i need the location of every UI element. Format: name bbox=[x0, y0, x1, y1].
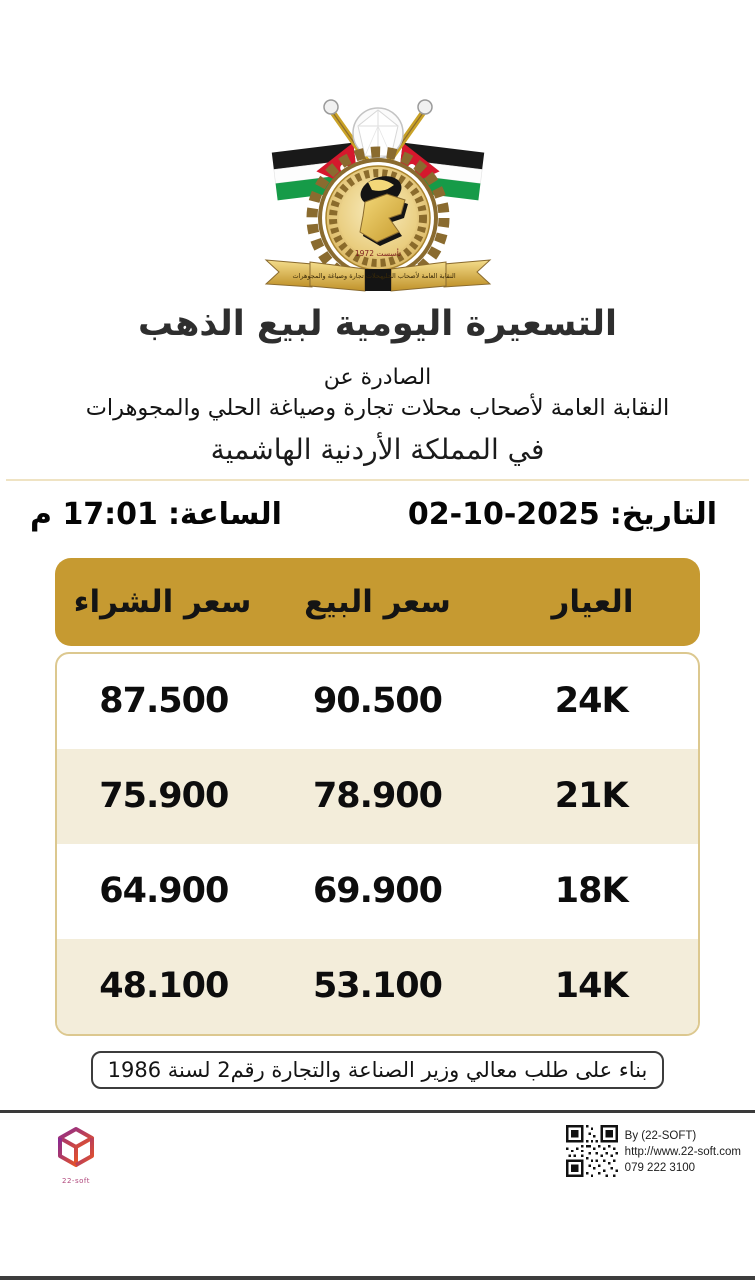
soft-divider bbox=[6, 479, 749, 481]
legal-note: بناء على طلب معالي وزير الصناعة والتجارة رقم2 لسنة 1986 bbox=[91, 1051, 665, 1089]
karat-cell: 18K bbox=[554, 871, 628, 912]
kingdom-line: في المملكة الأردنية الهاشمية bbox=[210, 433, 545, 467]
established-text: تأسست 1972 bbox=[354, 249, 401, 258]
ribbon-left-text: محلات تجارة وصياغة والمجوهرات bbox=[291, 272, 384, 280]
buy-price-cell: 75.900 bbox=[99, 776, 229, 817]
time-label: الساعة: bbox=[167, 496, 282, 532]
buy-price-cell: 87.500 bbox=[99, 681, 229, 722]
developer-cube-logo bbox=[55, 1126, 97, 1185]
ribbon-right-text: النقابة العامة لأصحاب الحلي bbox=[379, 272, 456, 280]
table-row bbox=[57, 749, 698, 844]
sell-price-cell: 69.900 bbox=[312, 871, 443, 912]
table-row bbox=[57, 654, 698, 749]
developer-phone: 079 222 3100 bbox=[624, 1162, 696, 1175]
sell-price-cell: 78.900 bbox=[312, 776, 443, 817]
price-table bbox=[55, 558, 700, 1036]
issued-by-line: الصادرة عن bbox=[323, 364, 432, 390]
bottom-strip bbox=[0, 1276, 755, 1280]
qr-code-icon bbox=[566, 1125, 618, 1177]
footer bbox=[0, 1120, 755, 1210]
cube-icon bbox=[55, 1126, 97, 1172]
buy-price-cell: 64.900 bbox=[99, 871, 229, 912]
time-value: 17:01 م bbox=[30, 496, 158, 532]
column-buy: سعر الشراء bbox=[73, 583, 252, 620]
sell-price-cell: 53.100 bbox=[312, 966, 443, 1007]
karat-cell: 24K bbox=[554, 681, 628, 722]
datetime-row bbox=[0, 497, 755, 532]
table-row bbox=[57, 939, 698, 1034]
table-header bbox=[55, 558, 700, 646]
column-karat: العيار bbox=[551, 583, 634, 620]
page-title: التسعيرة اليومية لبيع الذهب bbox=[138, 304, 617, 344]
date-value: 02-10-2025 bbox=[407, 496, 600, 532]
syndicate-name-line: النقابة العامة لأصحاب محلات تجارة وصياغة الحلي والمجوهرات bbox=[85, 395, 670, 421]
column-sell: سعر البيع bbox=[304, 583, 451, 620]
time-pair bbox=[30, 497, 282, 532]
buy-price-cell: 48.100 bbox=[99, 966, 229, 1007]
developer-block bbox=[566, 1125, 741, 1177]
karat-cell: 14K bbox=[554, 966, 628, 1007]
footer-divider bbox=[0, 1110, 755, 1113]
table-row bbox=[57, 844, 698, 939]
table-body bbox=[55, 652, 700, 1036]
developer-credit: By (22-SOFT) bbox=[624, 1130, 697, 1142]
date-label: التاريخ: bbox=[609, 496, 717, 532]
sell-price-cell: 90.500 bbox=[312, 681, 443, 722]
cube-caption: 22-soft bbox=[62, 1177, 90, 1185]
karat-cell: 21K bbox=[554, 776, 628, 817]
syndicate-logo bbox=[252, 90, 504, 296]
date-pair bbox=[408, 497, 717, 532]
developer-website: http://www.22-soft.com bbox=[624, 1146, 741, 1159]
